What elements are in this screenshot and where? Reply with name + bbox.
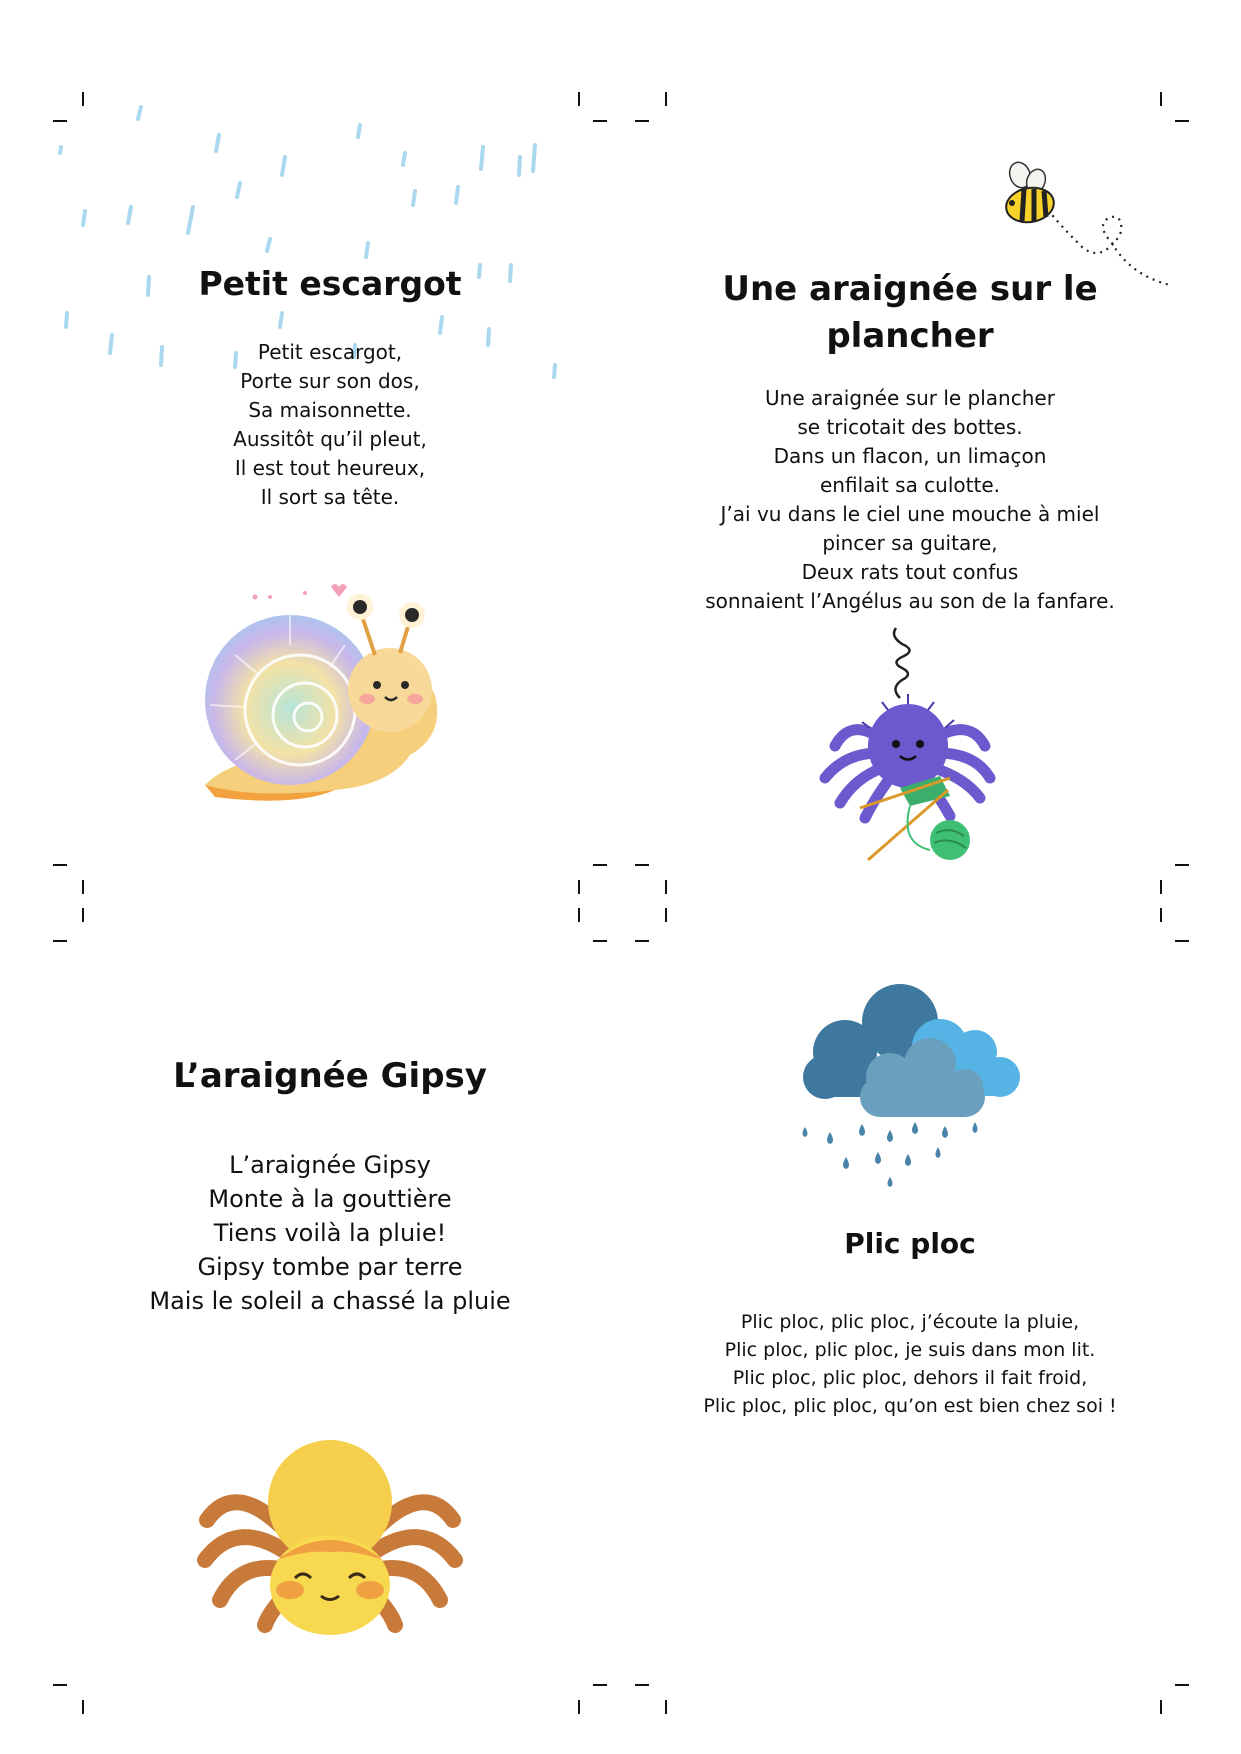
crop-mark [82, 908, 84, 922]
poem-line: Deux rats tout confus [801, 560, 1019, 584]
crop-mark [578, 908, 580, 922]
poem-line: Mais le soleil a chassé la pluie [149, 1287, 511, 1315]
crop-mark [53, 940, 67, 942]
crop-mark [635, 864, 649, 866]
crop-mark [665, 880, 667, 894]
poem-text [660, 384, 1160, 616]
knitting-spider-illustration [810, 628, 1020, 868]
crop-mark [593, 1684, 607, 1686]
card-title [660, 266, 1160, 360]
crop-mark [593, 864, 607, 866]
crop-mark [1160, 908, 1162, 922]
crop-mark [665, 908, 667, 922]
poem-line: Petit escargot, [257, 340, 403, 364]
crop-mark [53, 1684, 67, 1686]
rain-cloud-illustration [790, 982, 1030, 1192]
poem-line: Tiens voilà la pluie! [213, 1219, 447, 1247]
poem-line: Porte sur son dos, [240, 369, 420, 393]
title-line: Une araignée sur le [722, 269, 1098, 309]
poem-line: J’ai vu dans le ciel une mouche à miel [720, 502, 1100, 526]
title-line: plancher [826, 316, 994, 356]
crop-mark [665, 1700, 667, 1714]
crop-mark [1160, 880, 1162, 894]
poem-line: Plic ploc, plic ploc, qu’on est bien chez soi ! [703, 1395, 1117, 1417]
poem-line: Dans un flacon, un limaçon [773, 444, 1047, 468]
poem-line: sonnaient l’Angélus au son de la fanfare. [705, 589, 1115, 613]
crop-mark [1160, 92, 1162, 106]
poem-line: Plic ploc, plic ploc, je suis dans mon lit. [724, 1339, 1096, 1361]
crop-mark [665, 92, 667, 106]
crop-mark [1175, 940, 1189, 942]
snail-illustration [195, 585, 455, 815]
crop-mark [578, 1700, 580, 1714]
card-title: Petit escargot [198, 264, 462, 303]
crop-mark [635, 940, 649, 942]
crop-mark [53, 864, 67, 866]
poem-line: Une araignée sur le plancher [765, 386, 1055, 410]
crop-mark [82, 1700, 84, 1714]
poem-line: Plic ploc, plic ploc, dehors il fait froid, [732, 1367, 1088, 1389]
crop-mark [593, 940, 607, 942]
crop-mark [1160, 1700, 1162, 1714]
yellow-spider-illustration [195, 1440, 465, 1640]
poem-line: Plic ploc, plic ploc, j’écoute la pluie, [740, 1311, 1080, 1333]
poem-line: enfilait sa culotte. [820, 473, 1000, 497]
poem-line: Il est tout heureux, [234, 456, 426, 480]
poem-line: Sa maisonnette. [248, 398, 412, 422]
crop-mark [635, 1684, 649, 1686]
crop-mark [82, 880, 84, 894]
card-title: L’araignée Gipsy [173, 1056, 487, 1096]
crop-mark [1175, 864, 1189, 866]
crop-mark [578, 880, 580, 894]
poem-line: Monte à la gouttière [208, 1185, 452, 1213]
card-title: Plic ploc [844, 1227, 976, 1260]
poem-text [80, 338, 580, 512]
poem-text [80, 1148, 580, 1318]
crop-mark [635, 120, 649, 122]
crop-mark [1175, 120, 1189, 122]
crop-mark [1175, 1684, 1189, 1686]
poem-line: Il sort sa tête. [260, 485, 400, 509]
poem-text [660, 1308, 1160, 1420]
poem-line: L’araignée Gipsy [229, 1151, 431, 1179]
poem-line: pincer sa guitare, [822, 531, 998, 555]
poem-line: se tricotait des bottes. [797, 415, 1023, 439]
poem-line: Aussitôt qu’il pleut, [233, 427, 427, 451]
poem-line: Gipsy tombe par terre [197, 1253, 463, 1281]
